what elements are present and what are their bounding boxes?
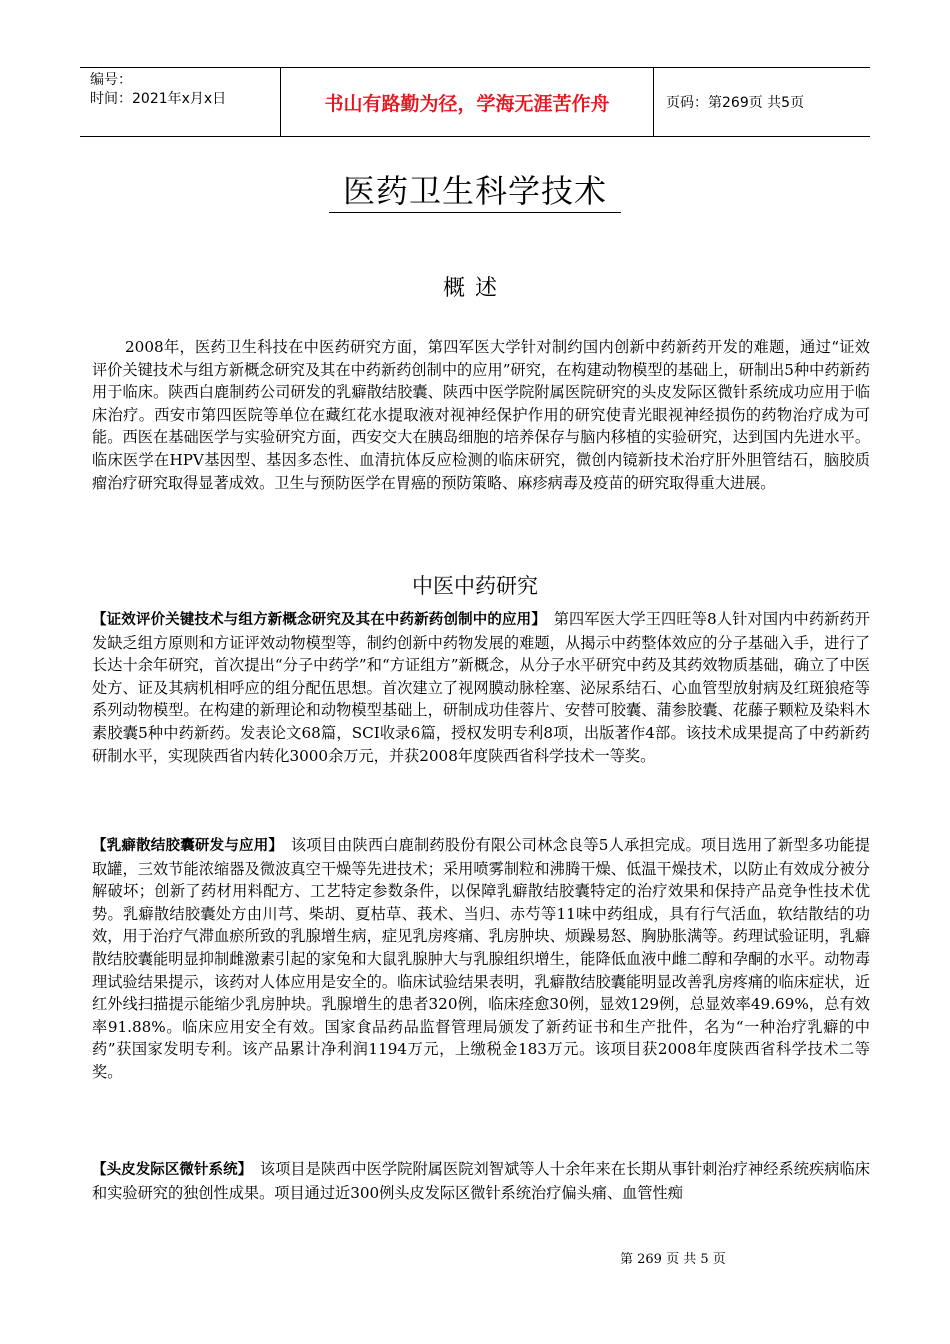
time-label: 时间：2021年x月x日 <box>90 91 227 107</box>
document-title <box>0 166 950 212</box>
tcm-item-title: 【证效评价关键技术与组方新概念研究及其在中药新药创制中的应用】 <box>92 612 546 628</box>
page-footer: 第 269 页 共 5 页 <box>620 1252 726 1267</box>
tcm-item-body: 该项目是陕西中医学院附属医院刘智斌等人十余年来在长期从事针刺治疗神经系统疾病临床和实验研究的独创性成果。项目通过近300例头皮发际区微针系统治疗偏头痛、血管性痴 <box>92 1160 870 1202</box>
document-title-text: 医药卫生科学技术 <box>329 172 621 213</box>
number-label: 编号： <box>90 72 132 88</box>
tcm-item-paragraph <box>92 608 870 767</box>
tcm-item-paragraph <box>92 834 870 1084</box>
header-motto: 书山有路勤为径，学海无涯苦作舟 <box>281 68 654 136</box>
page-header <box>80 67 870 137</box>
tcm-item-body: 第四军医大学王四旺等8人针对国内中药新药开发缺乏组方原则和方证评效动物模型等，制约创新中药物发展的难题，从揭示中药整体效应的分子基础入手，进行了长达十余年研究，首次提出“分子中药学”和“方证组方”新概念，从分子水平研究中药及其药效物质基础，确立了中医处方、证及其病机相呼应的组分配伍思想。首次建立了视网膜动脉栓塞、泌尿系结石、心血管型放射病及红斑狼疮等系列动物模型。在构建的新理论和动物模型基础上，研制成功佳蓉片、安替可胶囊、蒲参胶囊、花藤子颗粒及染料木素胶囊5种中药新药。发表论文68篇，SCI收录6篇，授权发明专利8项，出版著作4部。该技术成果提高了中药新药研制水平，实现陕西省内转化3000余万元，并获2008年度陕西省科学技术一等奖。 <box>92 610 870 765</box>
tcm-item-title: 【头皮发际区微针系统】 <box>92 1162 253 1178</box>
header-page-code: 页码：第269页 共5页 <box>666 95 805 111</box>
tcm-item-body: 该项目由陕西白鹿制药股份有限公司林念良等5人承担完成。项目选用了新型多功能提取罐，三效节能浓缩器及微波真空干燥等先进技术；采用喷雾制粒和沸腾干燥、低温干燥技术，以防止有效成分被分解破坏；创新了药材用料配方、工艺特定参数条件，以保障乳癖散结胶囊特定的治疗效果和保持产品竞争性技术优势。乳癖散结胶囊处方由川芎、柴胡、夏枯草、莪术、当归、赤芍等11味中药组成，具有行气活血，软结散结的功效，用于治疗气滞血瘀所致的乳腺增生病，症见乳房疼痛、乳房肿块、烦躁易怒、胸胁胀满等。药理试验证明，乳癖散结胶囊能明显抑制雌激素引起的家兔和大鼠乳腺肿大与乳腺组织增生，能降低血液中雌二醇和孕酮的水平。动物毒理试验结果提示，该药对人体应用是安全的。临床试验结果表明，乳癖散结胶囊能明显改善乳房疼痛的临床症状，近红外线扫描提示能缩少乳房肿块。乳腺增生的患者320例，临床痊愈30例，显效129例，总显效率49.69%，总有效率91.88%。临床应用安全有效。国家食品药品监督管理局颁发了新药证书和生产批件，名为“一种治疗乳癖的中药”获国家发明专利。该产品累计净利润1194万元，上缴税金183万元。该项目获2008年度陕西省科学技术二等奖。 <box>92 836 870 1081</box>
tcm-item-title: 【乳癖散结胶囊研发与应用】 <box>92 838 284 854</box>
tcm-item-paragraph <box>92 1158 870 1204</box>
overview-heading: 概述 <box>442 276 507 301</box>
header-meta <box>80 68 281 136</box>
overview-paragraph: 2008年，医药卫生科技在中医药研究方面，第四军医大学针对制约国内创新中药新药开发的难题，通过“证效评价关键技术与组方新概念研究及其在中药新药创制中的应用”研究，在构建动物模型的基础上，研制出5种中药新药用于临床。陕西白鹿制药公司研发的乳癖散结胶囊、陕西中医学院附属医院研究的头皮发际区微针系统成功应用于临床治疗。西安市第四医院等单位在藏红花水提取液对视神经保护作用的研究使青光眼视神经损伤的药物治疗成为可能。西医在基础医学与实验研究方面，西安交大在胰岛细胞的培养保存与脑内移植的实验研究，达到国内先进水平。临床医学在HPV基因型、基因多态性、血清抗体反应检测的临床研究，微创内镜新技术治疗肝外胆管结石，脑胶质瘤治疗研究取得显著成效。卫生与预防医学在胃癌的预防策略、麻疹病毒及疫苗的研究取得重大进展。 <box>92 338 870 492</box>
tcm-heading: 中医中药研究 <box>412 574 538 598</box>
